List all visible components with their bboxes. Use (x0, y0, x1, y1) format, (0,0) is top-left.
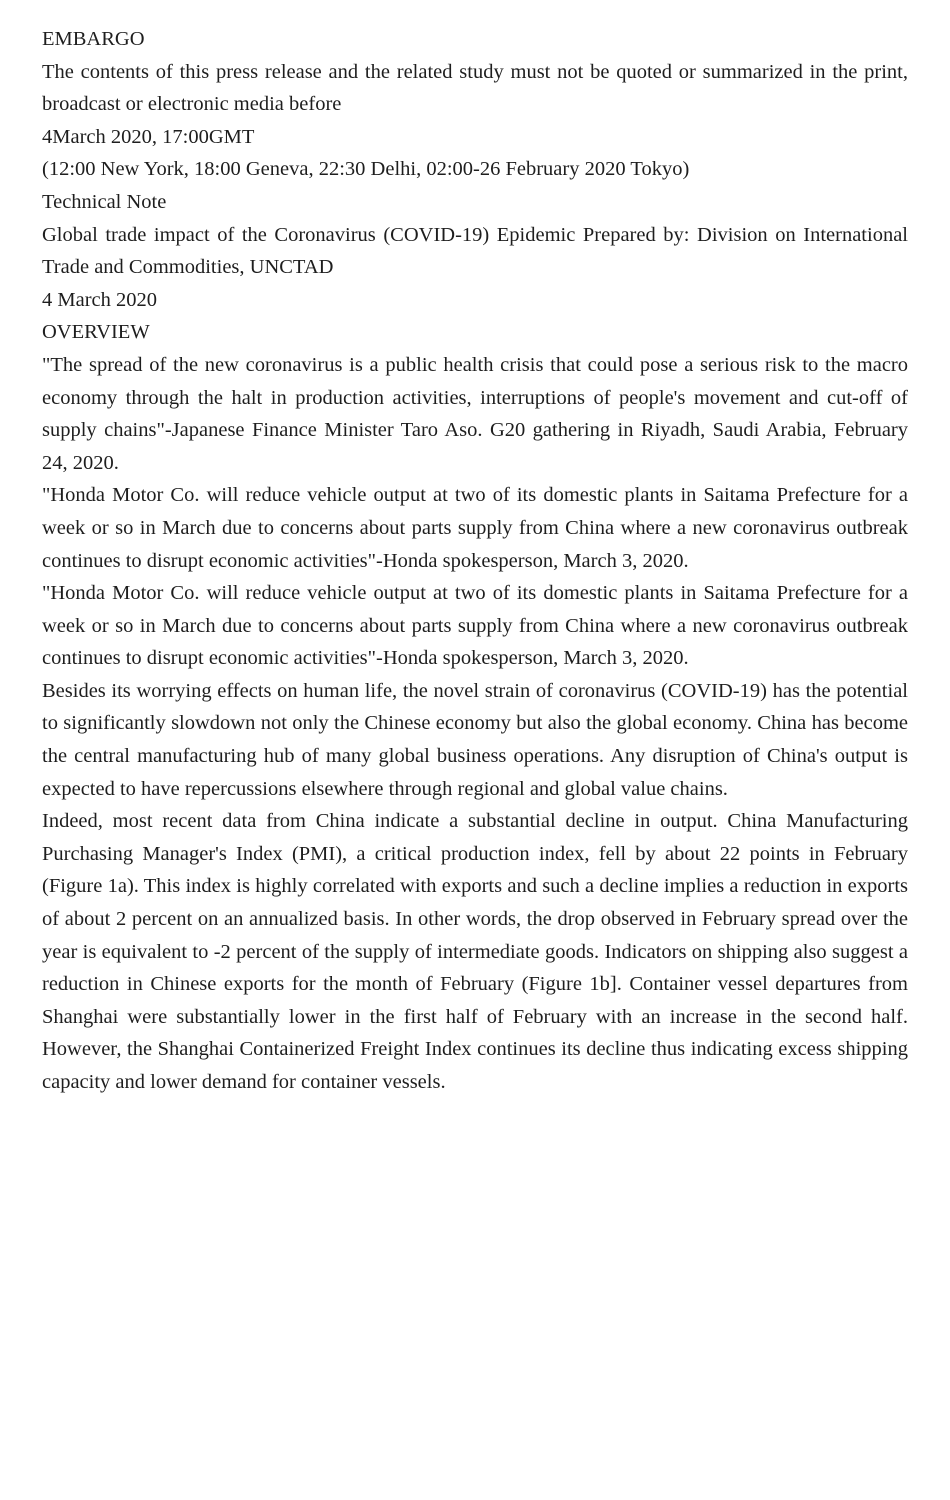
quote-finance-minister: "The spread of the new coronavirus is a public health crisis that could pose a serious risk to the macro economy through the halt in production activities, interruptions of people's movement and cut-off of supply chains"-Japanese Finance Minister Taro Aso. G20 gathering in Riyadh, Saudi Arabia, February 24, 2020. (42, 353, 908, 474)
embargo-time-zones: (12:00 New York, 18:00 Geneva, 22:30 Delhi, 02:00-26 February 2020 Tokyo) (42, 158, 690, 181)
document-page (42, 23, 908, 1099)
embargo-label: EMBARGO (42, 28, 145, 50)
paragraph-global-impact: Besides its worrying effects on human life, the novel strain of coronavirus (COVID-19) has the potential to significantly slowdown not only the Chinese economy but also the global economy. China has become the central manufacturing hub of many global business operations. Any disruption of China's output is expected to have repercussions elsewhere through regional and global value chains. (42, 679, 908, 800)
embargo-time: 4March 2020, 17:00GMT (42, 125, 255, 148)
embargo-notice: The contents of this press release and the related study must not be quoted or summarized in the print, broadcast or electronic media before (42, 60, 908, 116)
overview-heading: OVERVIEW (42, 321, 150, 344)
paragraph-china-output: Indeed, most recent data from China indicate a substantial decline in output. China Manufacturing Purchasing Manager's Index (PMI), a critical production index, fell by about 22 points in February (Figure 1a). This index is highly correlated with exports and such a decline implies a reduction in exports of about 2 percent on an annualized basis. In other words, the drop observed in February spread over the year is equivalent to -2 percent of the supply of intermediate goods. Indicators on shipping also suggest a reduction in Chinese exports for the month of February (Figure 1b]. Container vessel departures from Shanghai were substantially lower in the first half of February with an increase in the second half. However, the Shanghai Containerized Freight Index continues its decline thus indicating excess shipping capacity and lower demand for container vessels. (42, 810, 908, 1093)
quote-honda-2: "Honda Motor Co. will reduce vehicle output at two of its domestic plants in Saitama Prefecture for a week or so in March due to concerns about parts supply from China where a new coronavirus outbreak continues to disrupt economic activities"-Honda spokesperson, March 3, 2020. (42, 582, 908, 670)
technical-note-label: Technical Note (42, 190, 167, 213)
document-title: Global trade impact of the Coronavirus (COVID-19) Epidemic Prepared by: Division on International Trade and Commodities, UNCTAD (42, 223, 908, 279)
document-date: 4 March 2020 (42, 288, 158, 311)
quote-honda-1: "Honda Motor Co. will reduce vehicle output at two of its domestic plants in Saitama Prefecture for a week or so in March due to concerns about parts supply from China where a new coronavirus outbreak continues to disrupt economic activities"-Honda spokesperson, March 3, 2020. (42, 484, 908, 572)
